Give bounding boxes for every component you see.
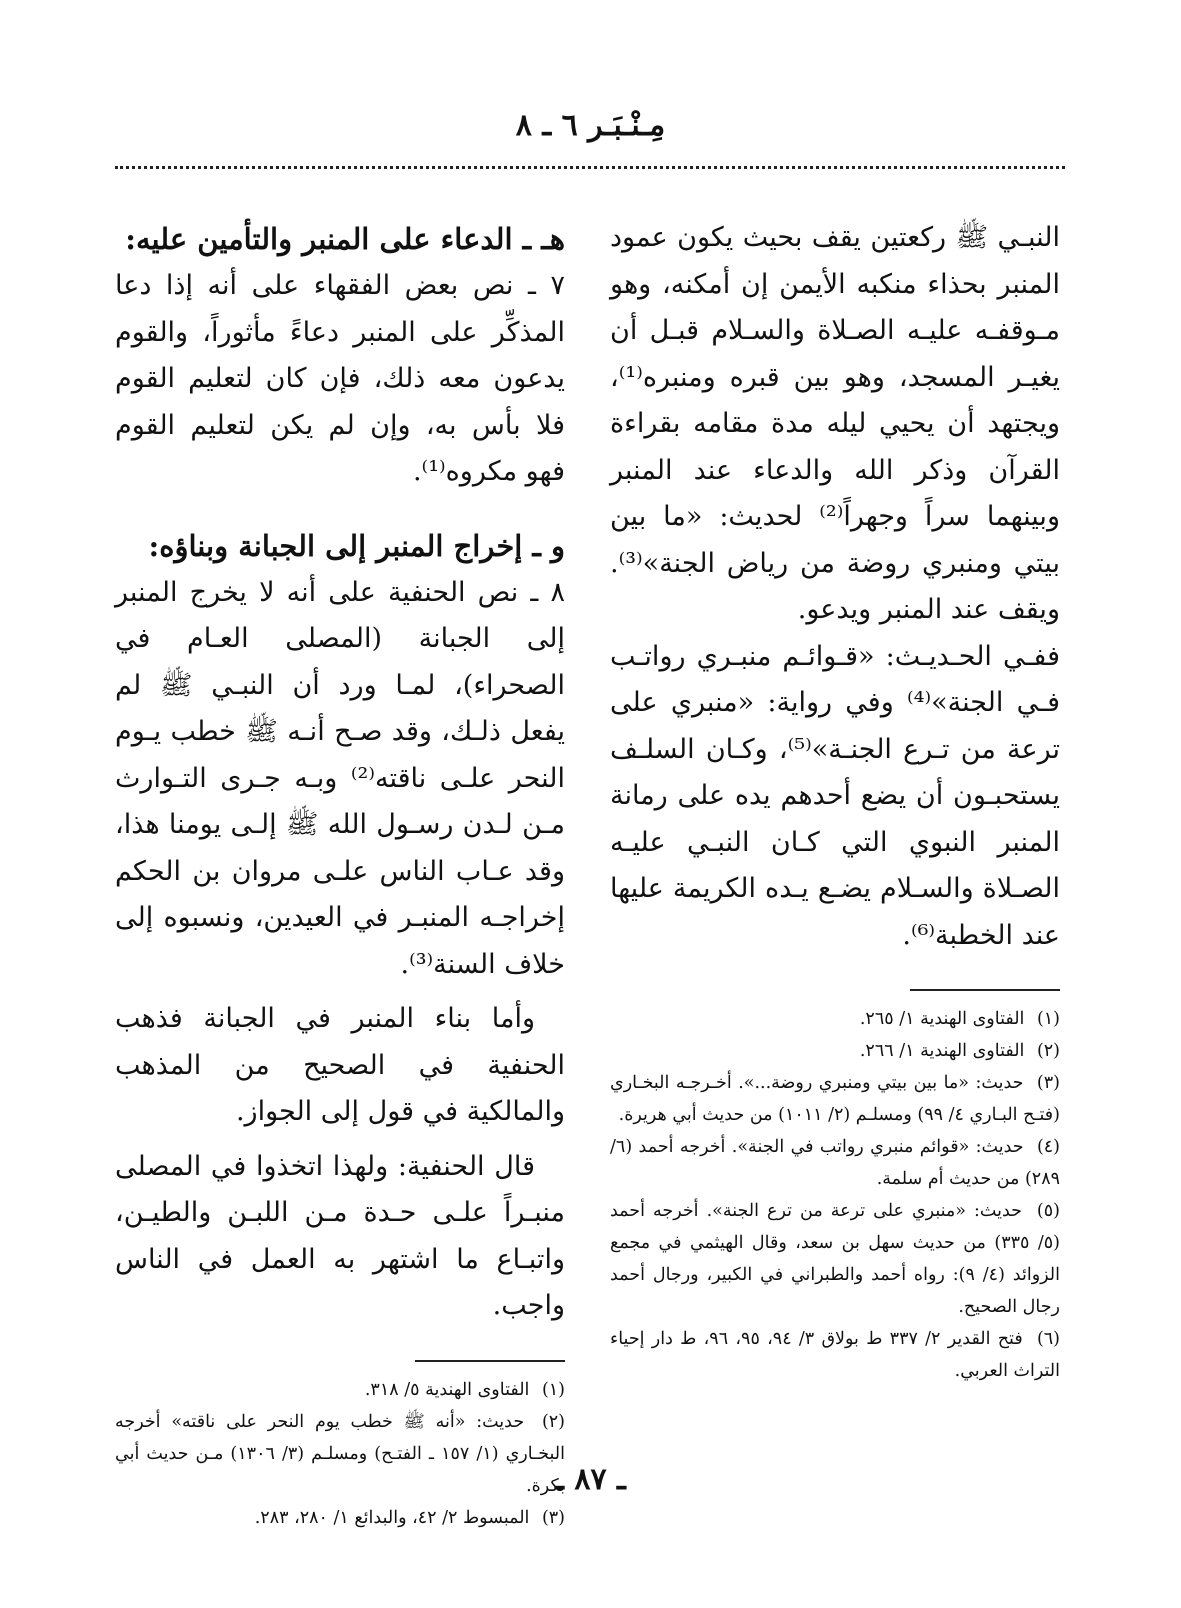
footnote-text: حديث: «قوائم منبري رواتب في الجنة». أخرجه أحمد (٦/ ٢٨٩) من حديث أم سلمة.: [610, 1137, 1060, 1189]
footnote-number: (١): [541, 1379, 565, 1400]
footnote-text: الفتاوى الهندية ١/ ٢٦٦.: [859, 1041, 1025, 1061]
footnote-item: [610, 1323, 1060, 1387]
footnote-text: حديث: «منبري على ترعة من ترع الجنة». أخرجه أحمد (٥/ ٣٣٥) من حديث سهل بن سعد، وقال الهيثمي في مجمع الزوائد (٤/ ٩): رواه أحمد والطبراني في الكبير، ورجال أحمد رجال الصحيح.: [610, 1201, 1061, 1317]
left-paragraph-7: ٧ ـ نص بعض الفقهاء على أنه إذا دعا المذكِّر على المنبر دعاءً مأثوراً، والقوم يدعون معه ذلك، فإن كان لتعليم القوم فلا بأس به، وإن لم يكن لتعليم القوم فهو مكروه⁽¹⁾.: [115, 270, 565, 487]
footnote-text: فتح القدير ٢/ ٣٣٧ ط بولاق ٣/ ٩٤، ٩٥، ٩٦، ط دار إحياء التراث العربي.: [610, 1329, 1060, 1381]
footnote-item: [610, 1195, 1060, 1323]
section-heading-e: هـ ـ الدعاء على المنبر والتأمين عليه:: [125, 222, 565, 256]
page-number: ـ ٨٧ ـ: [555, 1462, 626, 1497]
left-paragraph-hanafi: قال الحنفية: ولهذا اتخذوا في المصلى منبـراً علـى حـدة مـن اللبـن والطيـن، واتبـاع ما اشتهر به العمل في الناس واجب.: [115, 1150, 565, 1321]
footnote-number: (٣): [541, 1507, 565, 1528]
footnote-item: [610, 1035, 1060, 1067]
footnote-number: (٢): [541, 1411, 565, 1432]
footnote-item: [115, 1374, 565, 1406]
footnote-number: (٤): [1036, 1137, 1060, 1157]
right-paragraph-2: ففـي الحـديـث: «قـوائـم منبـري رواتـب فـي الجنة»⁽⁴⁾ وفي رواية: «منبري على ترعة من تـرع الجنـة»⁽⁵⁾، وكـان السلـف يستحبـون أن يضع أحدهم يده على رمانة المنبر النبوي التي كـان النبـي عليـه الصـلاة والسـلام يضـع يـده الكريمة عليها عند الخطبة⁽⁶⁾.: [610, 640, 1060, 951]
right-footnote-rule: [910, 989, 1060, 991]
footnote-item: [115, 1502, 565, 1534]
footnote-item: [610, 1003, 1060, 1035]
footnote-number: (٦): [1036, 1329, 1060, 1349]
left-footnotes: [115, 1374, 565, 1534]
footnote-item: [610, 1131, 1060, 1195]
footnote-item: [610, 1067, 1060, 1131]
left-column: [115, 215, 565, 1534]
footnote-number: (٢): [1036, 1041, 1060, 1061]
footnote-number: (٣): [1036, 1073, 1060, 1093]
header-dotted-rule: [115, 166, 1065, 169]
right-paragraph-1: النبـي ﷺ ركعتين يقف بحيث يكون عمود المنبر بحذاء منكبه الأيمن إن أمكنه، وهو مـوقفـه عليـه الصـلاة والسـلام قبـل أن يغيـر المسجد، وهو بين قبره ومنبره⁽¹⁾، ويجتهد أن يحيي ليله مدة مقامه بقراءة القرآن وذكر الله والدعاء عند المنبر وبينهما سراً وجهراً⁽²⁾ لحديث: «ما بين بيتي ومنبري روضة من رياض الجنة»⁽³⁾. ويقف عند المنبر ويدعو.: [610, 222, 1060, 625]
footnote-text: حديث: «أنه ﷺ خطب يوم النحر على ناقته» أخرجه البخـاري (١/ ١٥٧ ـ الفتـح) ومسلـم (٣/ ١٣٠٦) مـن حديث أبي بكرة.: [115, 1411, 565, 1496]
left-paragraph-building: وأما بناء المنبر في الجبانة فذهب الحنفية في الصحيح من المذهب والمالكية في قول إلى الجواز.: [115, 1003, 565, 1127]
footnote-text: حديث: «ما بين بيتي ومنبري روضة...». أخـرجـه البخـاري (فتـح البـاري ٤/ ٩٩) ومسلـم (٢/ ١٠١١) من حديث أبي هريرة.: [610, 1073, 1060, 1125]
footnote-text: الفتاوى الهندية ٥/ ٣١٨.: [364, 1379, 530, 1400]
footnote-text: الفتاوى الهندية ١/ ٢٦٥.: [859, 1009, 1025, 1029]
right-footnotes: [610, 1003, 1060, 1387]
footnote-number: (١): [1036, 1009, 1060, 1029]
left-paragraph-8: ٨ ـ نص الحنفية على أنه لا يخرج المنبر إلى الجبانة (المصلى العـام في الصحراء)، لمـا ورد أن النبـي ﷺ لم يفعل ذلـك، وقد صـح أنـه ﷺ خطب يـوم النحر علـى ناقته⁽²⁾ وبـه جـرى التـوارث مـن لـدن رسـول الله ﷺ إلـى يومنا هذا، وقد عـاب الناس علـى مروان بن الحكم إخراجـه المنبـر في العيدين، ونسبوه إلى خلاف السنة⁽³⁾.: [115, 576, 565, 980]
left-footnote-rule: [415, 1360, 565, 1362]
footnote-number: (٥): [1036, 1201, 1060, 1221]
running-header: مِـنْـبَـر ٦ ـ ٨: [515, 108, 666, 143]
right-column: [610, 215, 1060, 1387]
footnote-text: المبسوط ٢/ ٤٢، والبدائع ١/ ٢٨٠، ٢٨٣.: [254, 1507, 530, 1528]
section-heading-w: و ـ إخراج المنبر إلى الجبانة وبناؤه:: [148, 528, 565, 563]
